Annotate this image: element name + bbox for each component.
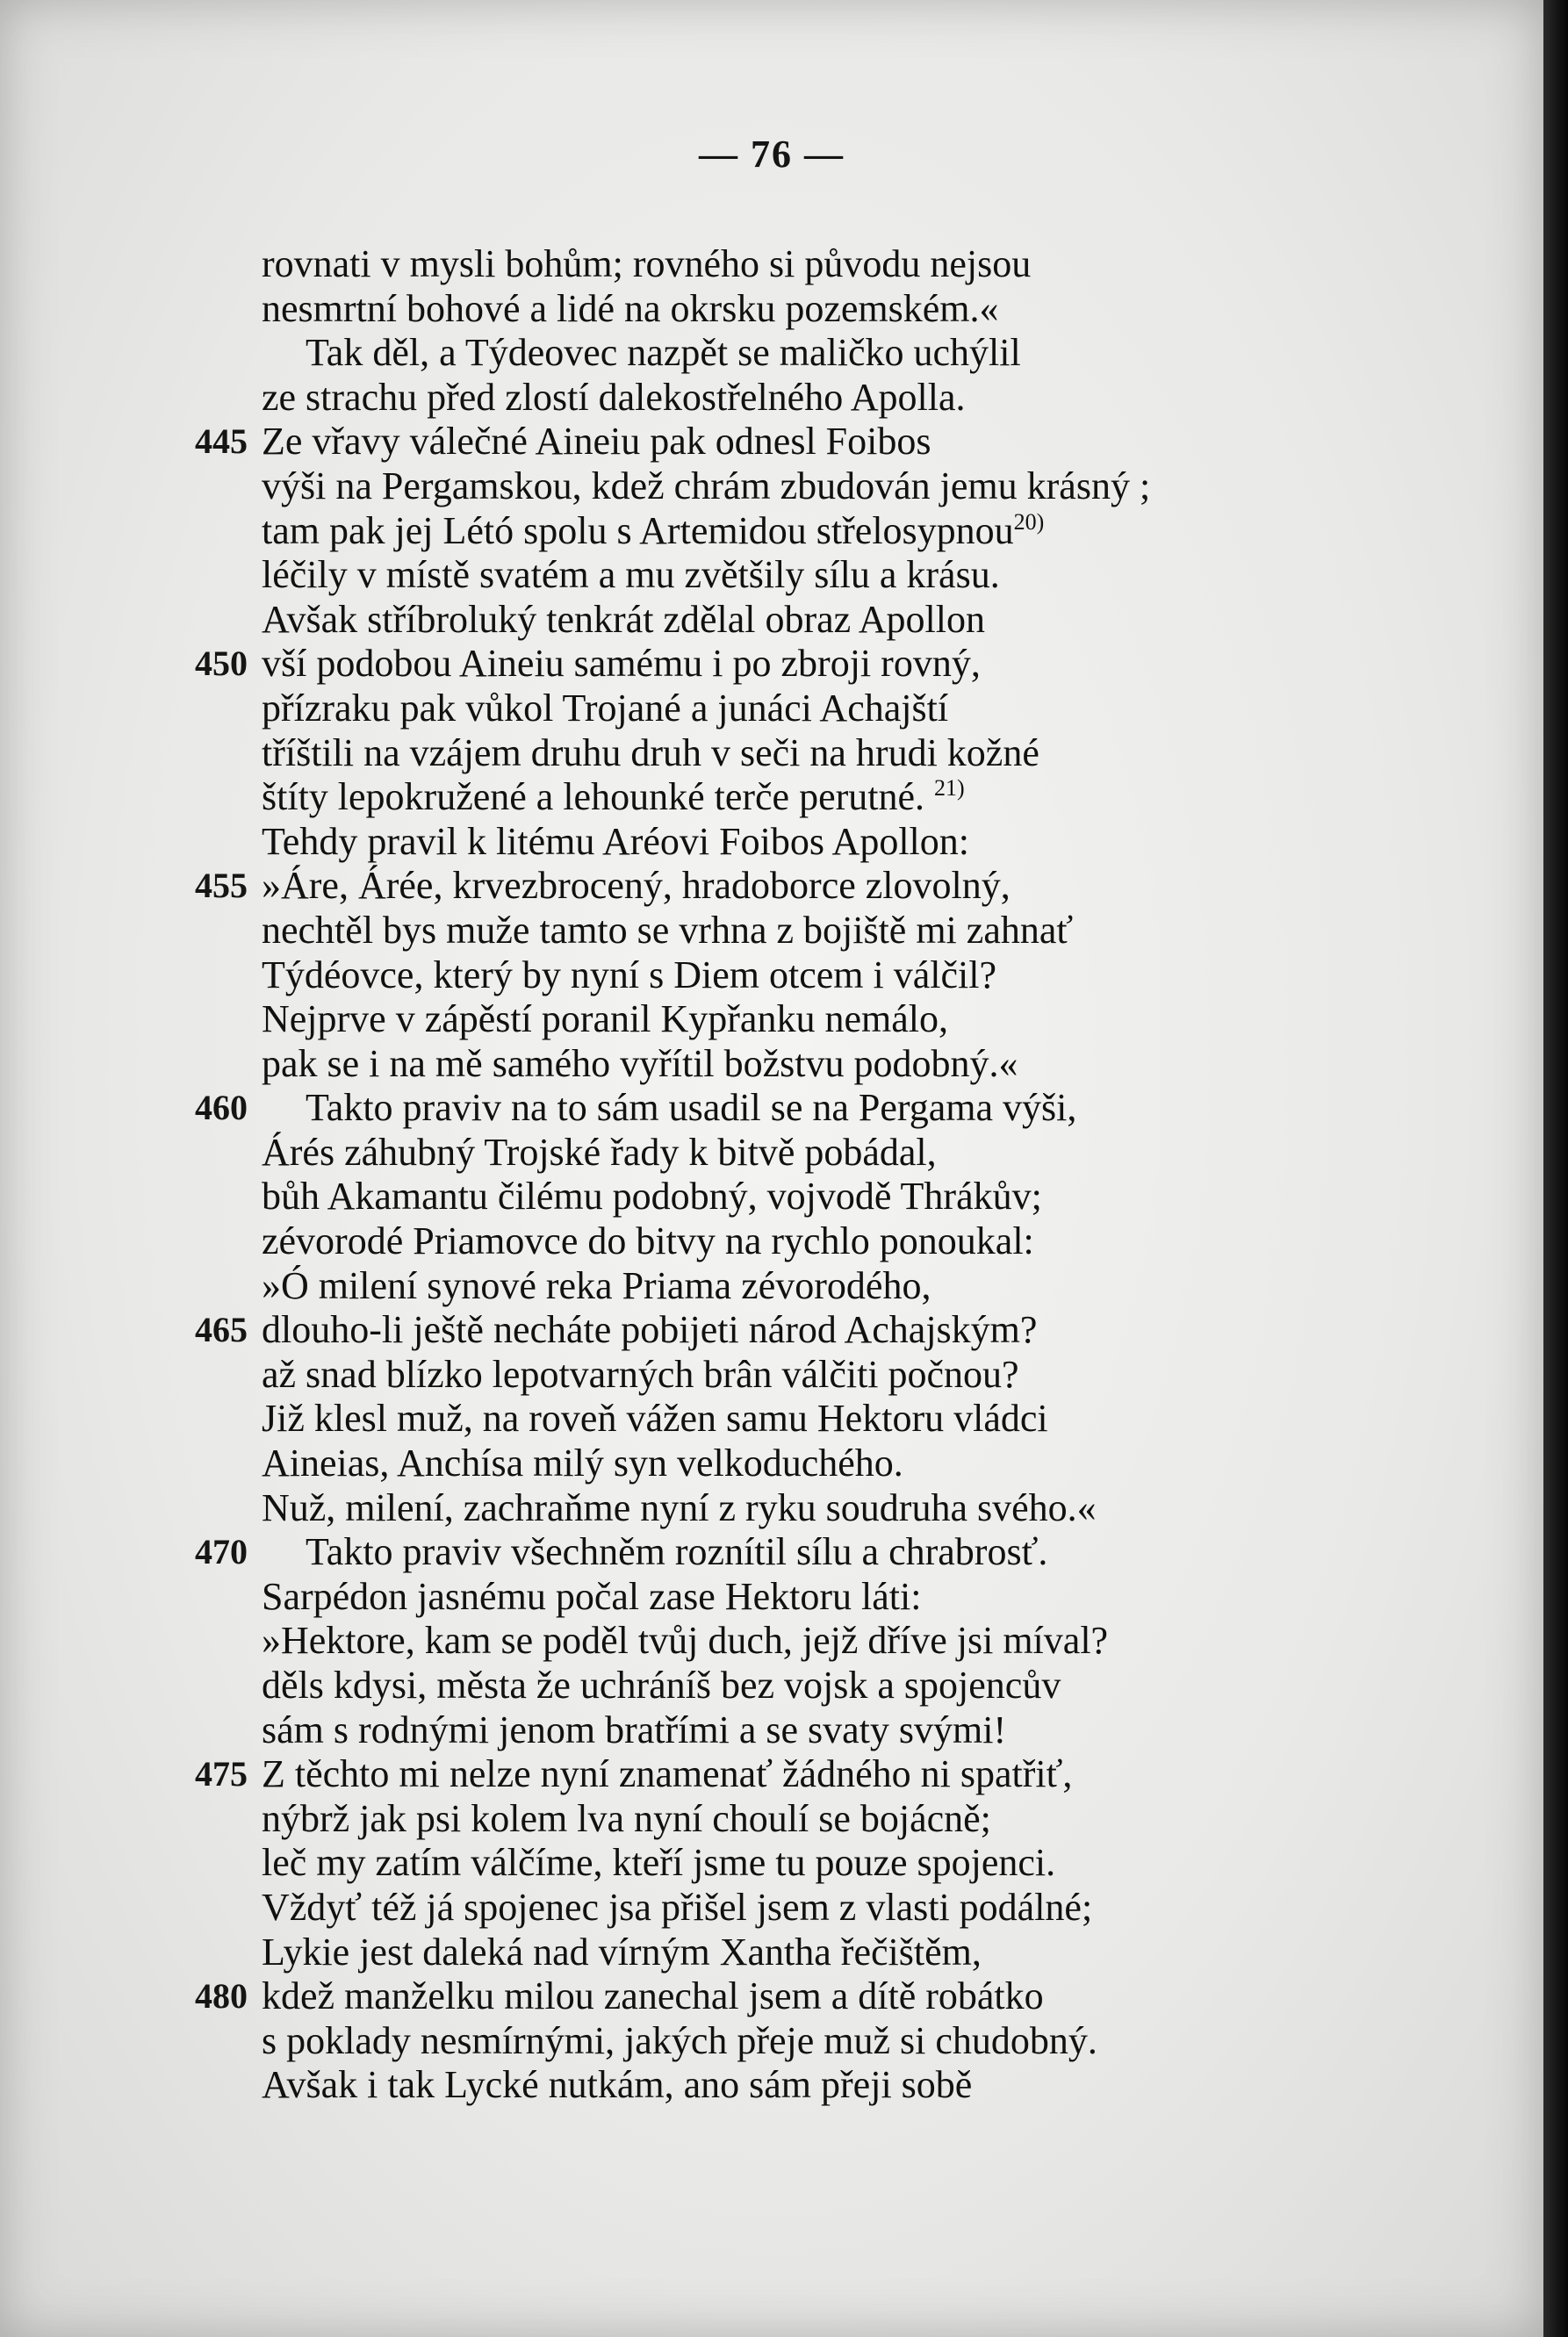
poem-line xyxy=(167,287,1361,332)
line-number: 460 xyxy=(195,1088,248,1128)
line-text: výši na Pergamskou, kdež chrám zbudován jemu krásný ; xyxy=(262,464,1151,507)
footnote-marker: 20) xyxy=(1013,508,1045,535)
line-text: bůh Akamantu čilému podobný, vojvodě Thrákův; xyxy=(262,1175,1042,1219)
line-text: Árés záhubný Trojské řady k bitvě pobádal, xyxy=(262,1130,937,1174)
poem-line xyxy=(167,1664,1361,1708)
poem-line xyxy=(167,464,1361,509)
line-text: pak se i na mě samého vyřítil božstvu podobný.« xyxy=(262,1041,1018,1085)
poem-line xyxy=(167,820,1361,865)
poem-line xyxy=(167,1219,1361,1264)
poem-text xyxy=(167,242,1361,2108)
poem-line xyxy=(167,1264,1361,1309)
line-text: Nejprve v zápěstí poranil Kypřanku nemálo, xyxy=(262,997,948,1041)
line-text-body: štíty lepokružené a lehounké terče perutné. xyxy=(262,775,925,819)
poem-line xyxy=(167,1397,1361,1442)
line-text-body: tam pak jej Létó spolu s Artemidou střelosypnou xyxy=(262,508,1014,552)
line-text: až snad blízko lepotvarných brân válčiti počnou? xyxy=(262,1352,1019,1396)
poem-line xyxy=(167,1575,1361,1620)
poem-line xyxy=(167,376,1361,421)
page-number: — 76 — xyxy=(699,133,845,176)
line-text: přízraku pak vůkol Trojané a junáci Achajští xyxy=(262,686,949,730)
line-text: Tak děl, a Týdeovec nazpět se maličko uchýlil xyxy=(306,331,1021,375)
line-text: s poklady nesmírnými, jakých přeje muž si chudobný. xyxy=(262,2018,1097,2062)
poem-line xyxy=(167,1886,1361,1931)
page-edge-shadow xyxy=(1543,0,1568,2337)
line-text: Týdéovce, který by nyní s Diem otcem i válčil? xyxy=(262,953,996,996)
poem-line xyxy=(167,1974,1361,2019)
poem-line xyxy=(167,775,1361,820)
line-text: nesmrtní bohové a lidé na okrsku pozemském.« xyxy=(262,286,999,330)
poem-line xyxy=(167,1442,1361,1486)
poem-line xyxy=(167,642,1361,687)
line-number: 455 xyxy=(195,866,248,906)
poem-line xyxy=(167,1797,1361,1842)
line-number: 445 xyxy=(195,421,248,462)
poem-line xyxy=(167,509,1361,554)
line-number: 470 xyxy=(195,1532,248,1572)
poem-line xyxy=(167,1752,1361,1797)
poem-line xyxy=(167,731,1361,776)
line-text: Vždyť též já spojenec jsa přišel jsem z vlasti podálné; xyxy=(262,1885,1093,1929)
line-text: Nuž, milení, zachraňme nyní z ryku soudruha svého.« xyxy=(262,1485,1097,1529)
poem-line xyxy=(167,2063,1361,2108)
poem-line xyxy=(167,1619,1361,1664)
poem-line xyxy=(167,1486,1361,1531)
line-text: sám s rodnými jenom bratřími a se svaty svými! xyxy=(262,1708,1007,1751)
poem-line xyxy=(167,1308,1361,1353)
line-text: Ze vřavy válečné Aineiu pak odnesl Foibos xyxy=(262,420,931,464)
poem-line xyxy=(167,1131,1361,1176)
poem-line xyxy=(167,420,1361,464)
line-text: Takto praviv na to sám usadil se na Pergama výši, xyxy=(306,1086,1077,1130)
poem-line xyxy=(167,2019,1361,2064)
line-text: Avšak stříbroluký tenkrát zdělal obraz Apollon xyxy=(262,597,985,641)
poem-line xyxy=(167,1530,1361,1575)
line-text: »Áre, Árée, krvezbrocený, hradoborce zlovolný, xyxy=(262,864,1011,908)
poem-line xyxy=(167,687,1361,731)
line-text: leč my zatím válčíme, kteří jsme tu pouze spojenci. xyxy=(262,1841,1056,1885)
line-text: Již klesl muž, na roveň vážen samu Hektoru vládci xyxy=(262,1397,1048,1441)
line-text xyxy=(262,509,1044,554)
line-text: Avšak i tak Lycké nutkám, ano sám přeji sobě xyxy=(262,2063,973,2107)
poem-line xyxy=(167,997,1361,1042)
line-number: 465 xyxy=(195,1310,248,1350)
poem-line xyxy=(167,1708,1361,1753)
poem-line xyxy=(167,1841,1361,1886)
poem-line xyxy=(167,242,1361,287)
line-text: tříštili na vzájem druhu druh v seči na hrudi kožné xyxy=(262,730,1039,774)
line-text: dlouho-li ještě necháte pobijeti národ Achajským? xyxy=(262,1308,1038,1352)
poem-line xyxy=(167,1353,1361,1398)
line-text: vší podobou Aineiu samému i po zbroji rovný, xyxy=(262,642,981,686)
line-text: Aineias, Anchísa milý syn velkoduchého. xyxy=(262,1442,903,1485)
line-text: děls kdysi, města že uchráníš bez vojsk a spojencův xyxy=(262,1664,1061,1707)
footnote-marker: 21) xyxy=(934,775,965,802)
line-text xyxy=(262,775,965,820)
poem-line xyxy=(167,909,1361,953)
poem-line xyxy=(167,1175,1361,1219)
line-text: nechtěl bys muže tamto se vrhna z bojiště mi zahnať xyxy=(262,908,1074,952)
line-text: Tehdy pravil k litému Aréovi Foibos Apollon: xyxy=(262,819,969,863)
poem-line xyxy=(167,1086,1361,1131)
poem-line xyxy=(167,1931,1361,1975)
line-text: Lykie jest daleká nad vírným Xantha řečištěm, xyxy=(262,1930,982,1974)
line-text: nýbrž jak psi kolem lva nyní choulí se bojácně; xyxy=(262,1796,991,1840)
line-text: rovnati v mysli bohům; rovného si původu nejsou xyxy=(262,242,1032,285)
poem-line xyxy=(167,553,1361,598)
line-text: kdež manželku milou zanechal jsem a dítě robátko xyxy=(262,1974,1044,2018)
line-text: ze strachu před zlostí dalekostřelného Apolla. xyxy=(262,375,966,419)
line-text: zévorodé Priamovce do bitvy na rychlo ponoukal: xyxy=(262,1219,1034,1263)
line-text: Takto praviv všechněm roznítil sílu a chrabrosť. xyxy=(306,1530,1048,1574)
line-number: 475 xyxy=(195,1754,248,1794)
line-text: Sarpédon jasnému počal zase Hektoru láti: xyxy=(262,1574,922,1618)
line-text: léčily v místě svatém a mu zvětšily sílu a krásu. xyxy=(262,553,1000,597)
line-text: Z těchto mi nelze nyní znamenať žádného ni spatřiť, xyxy=(262,1752,1073,1796)
poem-line xyxy=(167,864,1361,909)
poem-line xyxy=(167,331,1361,376)
line-number: 450 xyxy=(195,644,248,684)
poem-line xyxy=(167,953,1361,998)
poem-line xyxy=(167,598,1361,643)
line-text: »Ó milení synové reka Priama zévorodého, xyxy=(262,1263,931,1307)
poem-line xyxy=(167,1042,1361,1087)
line-text: »Hektore, kam se poděl tvůj duch, jejž dříve jsi míval? xyxy=(262,1619,1109,1663)
line-number: 480 xyxy=(195,1976,248,2017)
